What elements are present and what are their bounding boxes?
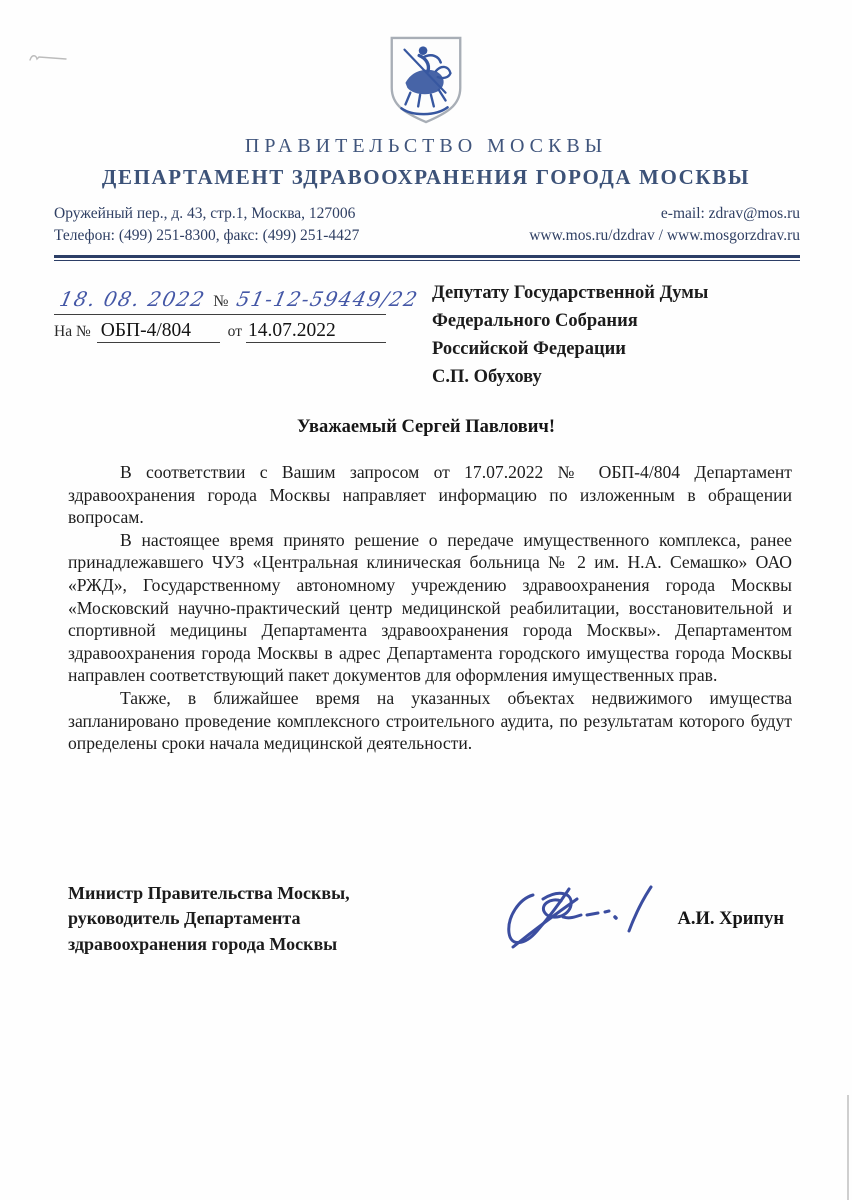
email-line: e-mail: zdrav@mos.ru (660, 205, 800, 222)
recipient-block (432, 277, 800, 391)
contact-block (54, 203, 800, 247)
letterhead-divider-rule (54, 255, 800, 261)
reference-recipient-row (54, 277, 800, 391)
signature-area (499, 873, 794, 966)
signatory-position (68, 881, 350, 958)
moscow-coat-of-arms-icon (383, 34, 469, 126)
outgoing-number-handwritten: 51-12-59449/22 (233, 287, 421, 311)
contact-address-block (54, 203, 359, 247)
department-title: ДЕПАРТАМЕНТ ЗДРАВООХРАНЕНИЯ ГОРОДА МОСКВЫ (101, 165, 751, 189)
websites-line: www.mos.ru/dzdrav / www.mosgorzdrav.ru (529, 227, 800, 244)
incoming-reference-line (54, 320, 386, 343)
government-title: ПРАВИТЕЛЬСТВО МОСКВЫ (244, 135, 608, 157)
contact-web-block (529, 203, 800, 247)
address-line: Оружейный пер., д. 43, стр.1, Москва, 127006 (54, 205, 356, 222)
recipient-line: Депутату Государственной Думы (432, 283, 709, 303)
outgoing-reference-line (54, 287, 421, 315)
incoming-number-field: ОБП-4/804 (97, 320, 220, 343)
handwritten-signature-icon (499, 873, 667, 966)
recipient-line: Федерального Собрания (432, 311, 638, 331)
incoming-label: На № (54, 323, 91, 340)
phone-fax-line: Телефон: (499) 251-8300, факс: (499) 251-4427 (54, 227, 360, 244)
from-label: от (227, 323, 242, 340)
scan-edge-artifact (847, 1095, 849, 1200)
body-paragraph: В настоящее время принято решение о передаче имущественного комплекса, ранее принадлежавшего ЧУЗ «Центральная клиническая больница № 2 им. Н.А. Семашко» ОАО «РЖД», Государственному автономному учреждению здравоохранения города Москвы «Московский научно-практический центр медицинской реабилитации, восстановительной и спортивной медицины Департамента здравоохранения города Москвы». Департаментом здравоохранения города Москвы в адрес Департамента городского имущества города Москвы направлен соответствующий пакет документов для оформления имущественных прав. (68, 529, 792, 686)
letterhead (0, 0, 852, 190)
signatory-name: А.И. Хрипун (677, 908, 784, 929)
body-paragraph: Также, в ближайшее время на указанных объектах недвижимого имущества запланировано проведение комплексного строительного аудита, по результатам которого будут определены сроки начала медицинской деятельности. (68, 687, 792, 754)
number-sign: № (213, 293, 229, 310)
salutation: Уважаемый Сергей Павлович! (296, 417, 556, 437)
position-line: Министр Правительства Москвы, (68, 882, 350, 903)
reference-block (54, 277, 421, 391)
signature-block (68, 873, 794, 966)
position-line: руководитель Департамента (68, 908, 301, 929)
position-line: здравоохранения города Москвы (68, 933, 338, 954)
pencil-mark (26, 50, 76, 73)
letter-body (68, 461, 792, 755)
recipient-line: Российской Федерации (432, 339, 626, 359)
outgoing-date-handwritten: 18. 08. 2022 (57, 287, 208, 311)
body-paragraph: В соответствии с Вашим запросом от 17.07.2022 № ОБП-4/804 Департамент здравоохранения города Москвы направляет информацию по изложенным в обращении вопросам. (68, 462, 792, 528)
recipient-line: С.П. Обухову (432, 367, 542, 387)
incoming-date-field: 14.07.2022 (246, 320, 386, 343)
